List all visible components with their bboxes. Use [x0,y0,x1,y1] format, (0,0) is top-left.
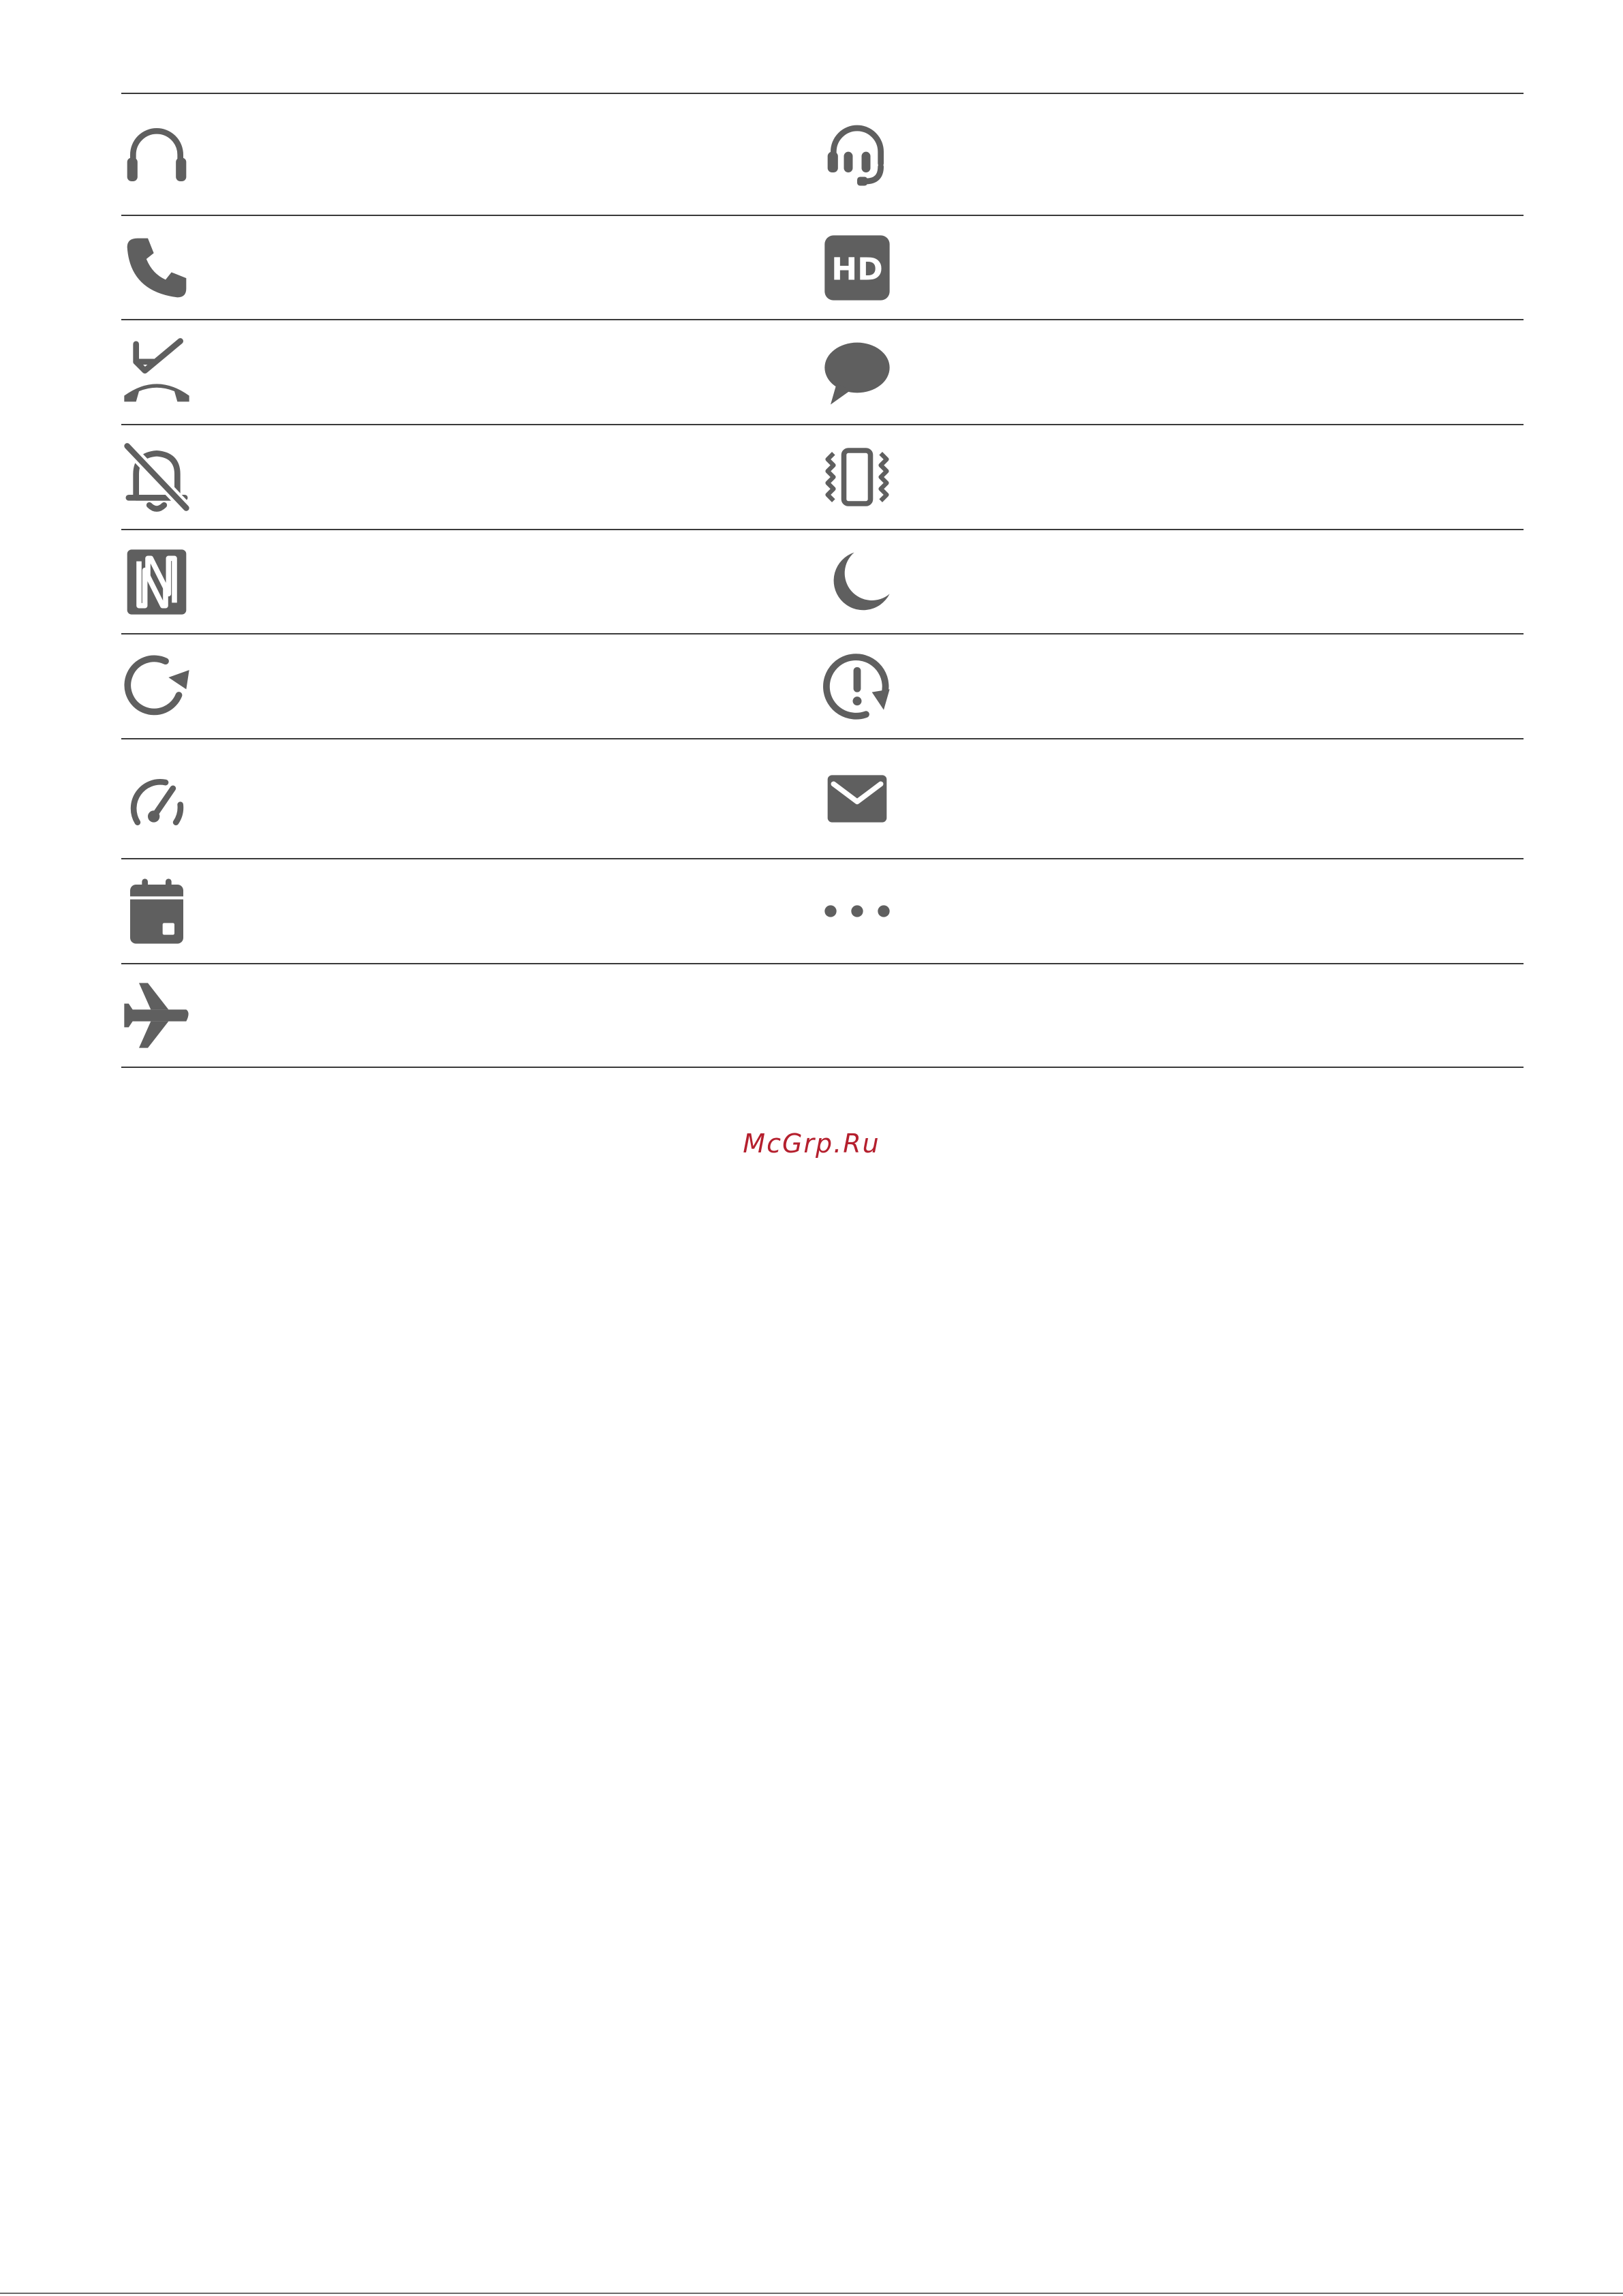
table-row [121,424,1524,529]
table-cell [822,94,920,215]
table-cell [121,216,219,319]
nfc-icon [121,547,192,617]
table-cell [822,859,920,963]
table-cell [121,425,219,529]
missed-call-icon [121,337,192,408]
airplane-icon [121,980,192,1051]
table-row [121,858,1524,963]
table-cell [822,634,920,738]
calendar-icon [121,876,192,947]
table-row [121,93,1524,215]
watermark-text: McGrp.Ru [743,1129,880,1159]
speedometer-icon [121,763,192,834]
moon-icon [822,547,893,617]
vibrate-icon [822,442,893,512]
table-cell [121,634,219,738]
table-row [121,738,1524,858]
sync-error-icon [822,651,893,722]
table-cell [121,739,219,858]
table-cell [121,859,219,963]
more-dots-icon [822,876,893,947]
message-bubble-icon [822,337,893,408]
email-icon [822,763,893,834]
table-cell [822,320,920,424]
headphones-icon [121,119,192,190]
hd-icon-text: HD [831,250,883,287]
hd-icon [822,232,893,303]
footer-divider [0,2293,1623,2294]
status-icons-table [121,93,1524,1068]
table-cell [121,964,219,1067]
sync-icon [121,651,192,722]
table-row [121,215,1524,319]
table-row [121,319,1524,424]
headset-icon [822,119,893,190]
table-cell [121,530,219,633]
table-cell [822,739,920,858]
table-row [121,529,1524,633]
table-cell [121,320,219,424]
table-cell [822,216,920,319]
table-cell [822,425,920,529]
phone-icon [121,232,192,303]
table-cell [822,530,920,633]
table-row [121,963,1524,1068]
table-cell [121,94,219,215]
table-row [121,633,1524,738]
bell-off-icon [121,442,192,512]
